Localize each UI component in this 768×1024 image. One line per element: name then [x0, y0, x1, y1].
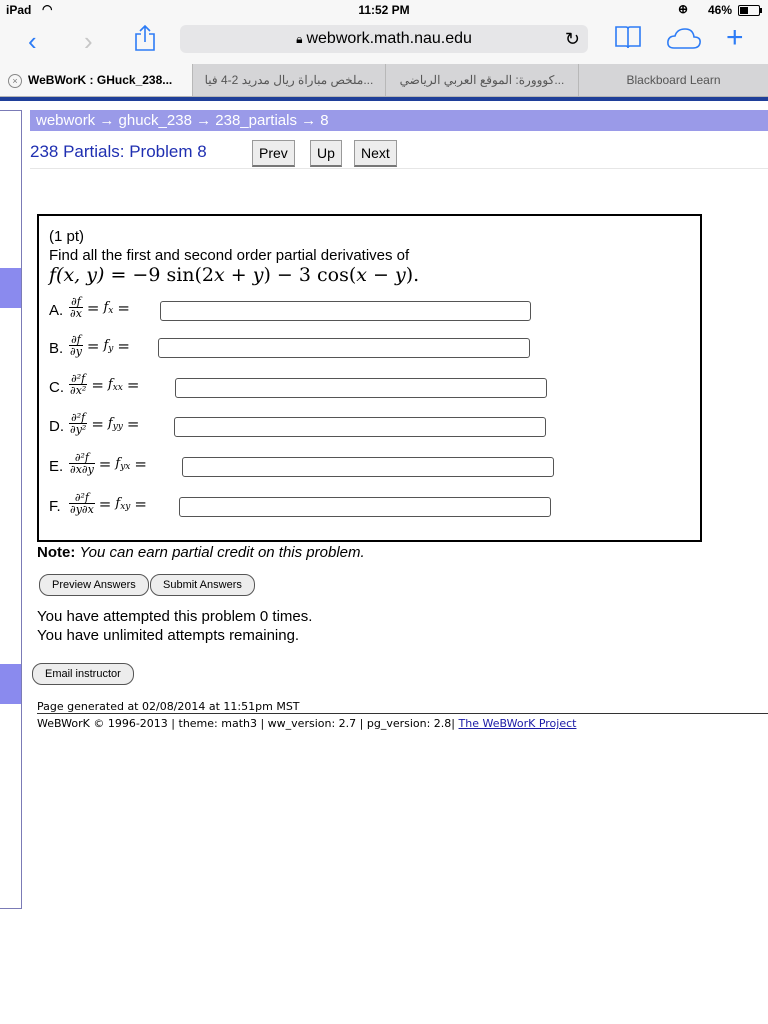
part-expression: $\frac{\text{∂²f}}{\partial y\partial x}$ = $f_{xy}$ = [70, 491, 147, 516]
part-label: E. [49, 458, 64, 475]
part-expression: $\frac{\partial f}{\partial y}$ = $f_y$ = [70, 333, 130, 358]
share-icon[interactable] [134, 24, 156, 58]
tab-webwork[interactable] [0, 64, 193, 96]
sidebar-block [0, 664, 21, 704]
part-label: C. [49, 379, 64, 396]
page-title: 238 Partials: Problem 8 [30, 142, 207, 161]
answer-c-input[interactable] [175, 378, 547, 398]
footer-info: WeBWorK © 1996-2013 | theme: math3 | ww_version: 2.7 | pg_version: 2.8| The WeBWorK Project [37, 717, 577, 730]
problem-points: (1 pt) [49, 228, 85, 245]
part-label: B. [49, 340, 64, 357]
tab-label: ملخص مباراة ريال مدريد 2-4 فيا... [204, 73, 374, 87]
tab-real-madrid[interactable] [193, 64, 386, 96]
attempts-info [37, 607, 312, 645]
device-name: iPad [6, 3, 32, 17]
prev-button[interactable]: Prev [252, 140, 295, 167]
answer-d-input[interactable] [174, 417, 546, 437]
clock: 11:52 PM [358, 3, 410, 17]
sidebar-block [0, 268, 21, 308]
new-tab-icon[interactable]: + [726, 21, 744, 54]
tab-kooora[interactable] [386, 64, 579, 96]
answer-e-input[interactable] [182, 457, 554, 477]
attempts-remaining: You have unlimited attempts remaining. [37, 627, 300, 644]
tab-label: Blackboard Learn [626, 73, 721, 87]
lock-icon: 🔒︎ [296, 32, 303, 46]
address-bar[interactable] [180, 25, 588, 53]
reload-icon[interactable]: ↻ [564, 29, 580, 49]
answer-b-input[interactable] [158, 338, 530, 358]
tab-label: كووورة: الموقع العربي الرياضي... [399, 73, 565, 87]
attempts-count: You have attempted this problem 0 times. [37, 608, 313, 625]
part-expression: $\frac{\partial f}{\partial x}$ = $f_x$ = [70, 295, 130, 320]
up-button[interactable]: Up [310, 140, 342, 167]
cloud-icon[interactable] [666, 26, 702, 56]
footer-divider [37, 713, 768, 714]
part-expression: $\frac{\text{∂²f}}{\text{∂y²}}$ = $f_{yy}$ = [70, 411, 140, 436]
email-instructor-button[interactable]: Email instructor [32, 663, 134, 685]
battery-percent: 46% [707, 3, 732, 17]
tab-blackboard[interactable] [579, 64, 768, 96]
part-expression: $\frac{\text{∂²f}}{\text{∂x²}}$ = $f_{xx}$ = [70, 372, 140, 397]
wifi-icon: ◠ [42, 2, 53, 16]
submit-answers-button[interactable]: Submit Answers [150, 574, 255, 596]
part-label: A. [49, 302, 64, 319]
bookmarks-icon[interactable] [614, 24, 642, 56]
problem-instruction: Find all the first and second order partial derivatives of [49, 247, 410, 264]
status-bar [0, 0, 768, 20]
page-top-bar [0, 97, 768, 101]
problem-function: f(x, y) = −9 sin(2x + y) − 3 cos(x − y). [49, 264, 420, 286]
part-label: D. [49, 418, 64, 435]
url-text: webwork.math.nau.edu [306, 30, 472, 47]
part-expression: $\frac{\text{∂²f}}{\partial x\partial y}$ = $f_{yx}$ = [70, 451, 147, 476]
close-tab-icon[interactable]: × [8, 74, 22, 88]
rotation-lock-icon: ⊕ [677, 2, 688, 16]
browser-toolbar [0, 20, 768, 64]
tab-bar [0, 64, 768, 97]
preview-answers-button[interactable]: Preview Answers [39, 574, 149, 596]
part-label: F. [49, 498, 61, 515]
answer-f-input[interactable] [179, 497, 551, 517]
divider [30, 168, 768, 169]
answer-a-input[interactable] [160, 301, 531, 321]
breadcrumb: webwork → ghuck_238 → 238_partials → 8 [30, 110, 768, 131]
sidebar-frame [0, 110, 22, 909]
battery-icon [738, 5, 760, 16]
forward-icon[interactable]: › [84, 26, 93, 56]
webwork-project-link[interactable]: The WeBWorK Project [458, 717, 577, 730]
back-icon[interactable]: ‹ [28, 26, 37, 56]
next-button[interactable]: Next [354, 140, 397, 167]
page-generated: Page generated at 02/08/2014 at 11:51pm MST [37, 700, 300, 713]
tab-label: WeBWorK : GHuck_238... [28, 73, 173, 87]
partial-credit-note: Note: You can earn partial credit on this problem. [37, 544, 365, 561]
